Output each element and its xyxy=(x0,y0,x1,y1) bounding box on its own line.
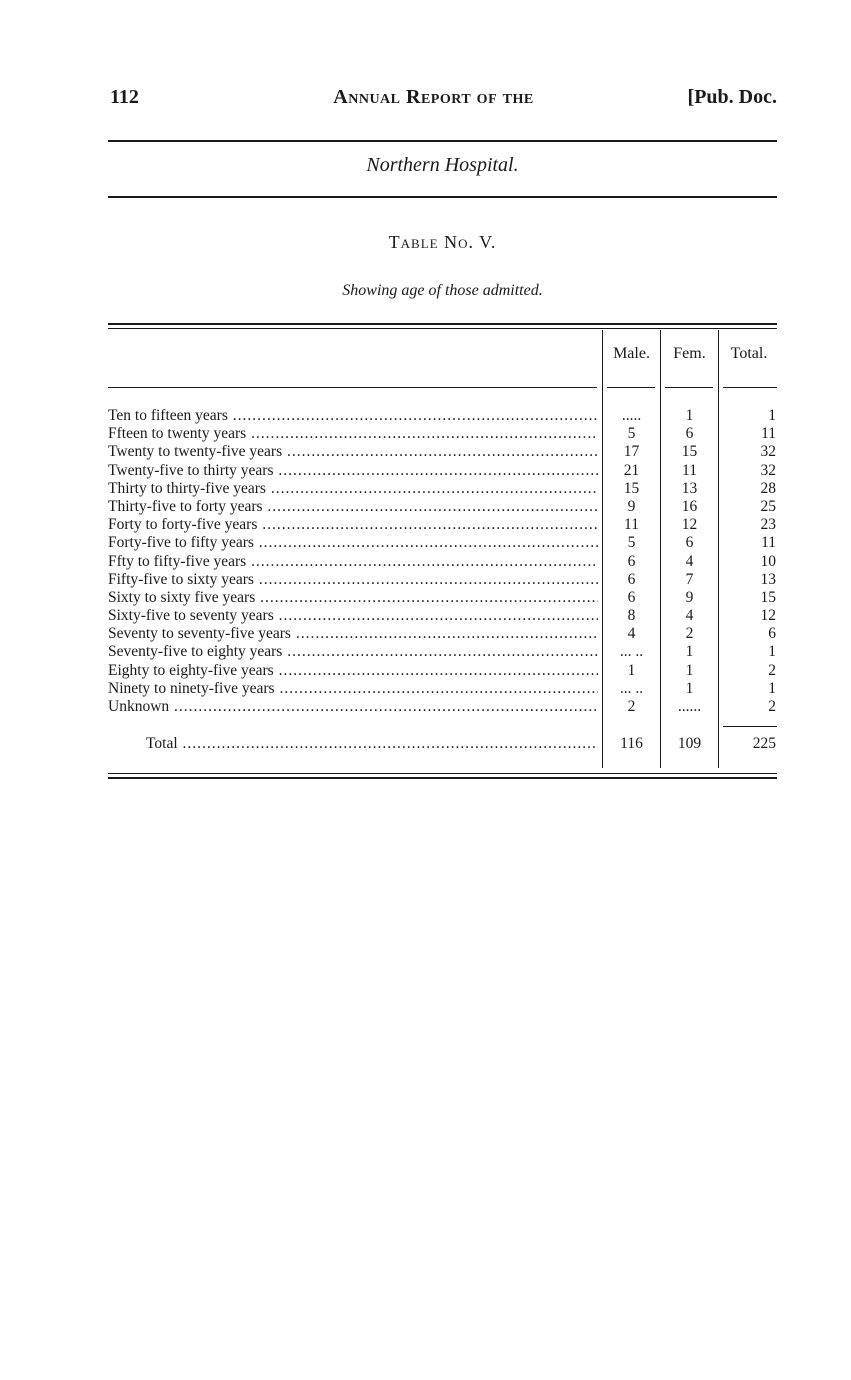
cell-total: 15 xyxy=(760,588,776,606)
cell-male: 17 xyxy=(623,443,640,461)
total-male: 116 xyxy=(620,735,643,752)
table-row xyxy=(0,643,851,661)
cell-total: 32 xyxy=(760,461,776,479)
cell-male: ... .. xyxy=(619,679,644,697)
cell-total: 13 xyxy=(760,570,776,588)
cell-female: 7 xyxy=(685,570,694,588)
cell-total: 12 xyxy=(760,607,776,625)
cell-male: 8 xyxy=(627,607,636,625)
cell-female: 6 xyxy=(685,425,694,443)
cell-male: 11 xyxy=(624,516,639,534)
cell-male: 9 xyxy=(627,497,636,515)
cell-female: 6 xyxy=(685,534,694,552)
section-subheading: Northern Hospital. xyxy=(366,154,519,176)
table-row xyxy=(0,571,851,589)
row-label: Thirty to thirty-five years ..... xyxy=(108,480,598,498)
table-row xyxy=(0,680,851,698)
cell-female: 16 xyxy=(681,497,698,515)
table-top-rule-thin xyxy=(108,328,777,329)
cell-male: 5 xyxy=(627,425,636,443)
table-row xyxy=(0,407,851,425)
table-row xyxy=(0,589,851,607)
row-label: Sixty-five to seventy years ..... xyxy=(108,607,598,625)
column-header-total: Total. xyxy=(730,345,768,362)
table-row xyxy=(0,498,851,516)
cell-male: 6 xyxy=(627,552,636,570)
cell-total: 25 xyxy=(760,497,776,515)
total-total: 225 xyxy=(752,735,776,752)
cell-male: 2 xyxy=(627,698,636,715)
cell-male: 4 xyxy=(627,625,636,643)
row-label: Forty to forty-five years ..... xyxy=(108,516,598,534)
row-label: Eighty to eighty-five years ..... xyxy=(108,662,598,680)
table-total-row xyxy=(0,735,851,755)
cell-total: 2 xyxy=(768,661,776,679)
cell-female: 2 xyxy=(685,625,694,643)
cell-total: 32 xyxy=(760,443,776,461)
row-label: Twenty to twenty-five years ..... xyxy=(108,443,598,461)
total-separator xyxy=(723,726,777,727)
table-row xyxy=(0,625,851,643)
cell-male: 1 xyxy=(627,661,636,679)
cell-female: 11 xyxy=(682,461,697,479)
cell-female: 4 xyxy=(685,607,694,625)
header-separator xyxy=(607,387,655,388)
header-rule-top xyxy=(108,140,777,142)
column-header-male: Male. xyxy=(613,345,650,362)
cell-male: ... .. xyxy=(619,643,644,661)
cell-male: 6 xyxy=(627,588,636,606)
cell-female: 1 xyxy=(685,661,694,679)
row-label: Thirty-five to forty years ..... xyxy=(108,498,598,516)
total-label: Total ..... xyxy=(146,735,598,753)
row-label: Sixty to sixty five years ..... xyxy=(108,589,598,607)
cell-total: 2 xyxy=(768,698,776,715)
cell-total: 1 xyxy=(768,407,776,424)
table-row xyxy=(0,443,851,461)
cell-female: 1 xyxy=(685,679,694,697)
table-row xyxy=(0,534,851,552)
row-label: Ffteen to twenty years ..... xyxy=(108,425,598,443)
table-row xyxy=(0,607,851,625)
cell-male: ..... xyxy=(621,407,642,424)
cell-male: 5 xyxy=(627,534,636,552)
cell-total: 23 xyxy=(760,516,776,534)
cell-female: 1 xyxy=(685,643,694,661)
cell-female: 4 xyxy=(685,552,694,570)
header-rule-bottom xyxy=(108,196,777,198)
total-female: 109 xyxy=(677,735,702,752)
cell-female: ...... xyxy=(677,698,702,715)
row-label: Forty-five to fifty years ..... xyxy=(108,534,598,552)
cell-female: 13 xyxy=(681,479,698,497)
cell-female: 12 xyxy=(681,516,698,534)
cell-total: 10 xyxy=(760,552,776,570)
column-header-female: Fem. xyxy=(673,345,706,362)
table-caption: Showing age of those admitted. xyxy=(342,282,543,299)
table-row xyxy=(0,462,851,480)
table-row xyxy=(0,698,851,716)
running-head xyxy=(110,86,777,114)
table-body xyxy=(0,407,851,716)
table-bottom-rule-thin xyxy=(108,773,777,774)
cell-total: 1 xyxy=(768,643,776,661)
cell-female: 15 xyxy=(681,443,698,461)
row-label: Seventy to seventy-five years ..... xyxy=(108,625,598,643)
cell-female: 1 xyxy=(685,407,694,424)
table-row xyxy=(0,516,851,534)
header-separator xyxy=(665,387,713,388)
cell-total: 1 xyxy=(768,679,776,697)
row-label: Unknown ..... xyxy=(108,698,598,716)
table-top-rule xyxy=(108,323,777,325)
document-label: [Pub. Doc. xyxy=(687,86,777,108)
table-row xyxy=(0,425,851,443)
cell-total: 6 xyxy=(768,625,776,643)
table-row xyxy=(0,662,851,680)
row-label: Twenty-five to thirty years ..... xyxy=(108,462,598,480)
cell-male: 15 xyxy=(623,479,640,497)
row-label: Ninety to ninety-five years ..... xyxy=(108,680,598,698)
cell-female: 9 xyxy=(685,588,694,606)
cell-total: 11 xyxy=(761,425,776,443)
header-separator xyxy=(723,387,777,388)
cell-male: 21 xyxy=(623,461,640,479)
page-number: 112 xyxy=(110,86,139,108)
running-title: Annual Report of the xyxy=(333,86,534,108)
row-label: Fifty-five to sixty years ..... xyxy=(108,571,598,589)
row-label: Seventy-five to eighty years ..... xyxy=(108,643,598,661)
header-separator xyxy=(108,387,597,388)
table-bottom-rule xyxy=(108,777,777,779)
row-label: Ffty to fifty-five years ..... xyxy=(108,553,598,571)
row-label: Ten to fifteen years ..... xyxy=(108,407,598,425)
table-title: Table No. V. xyxy=(388,232,497,252)
cell-total: 28 xyxy=(760,479,776,497)
cell-male: 6 xyxy=(627,570,636,588)
table-row xyxy=(0,553,851,571)
cell-total: 11 xyxy=(761,534,776,552)
table-row xyxy=(0,480,851,498)
